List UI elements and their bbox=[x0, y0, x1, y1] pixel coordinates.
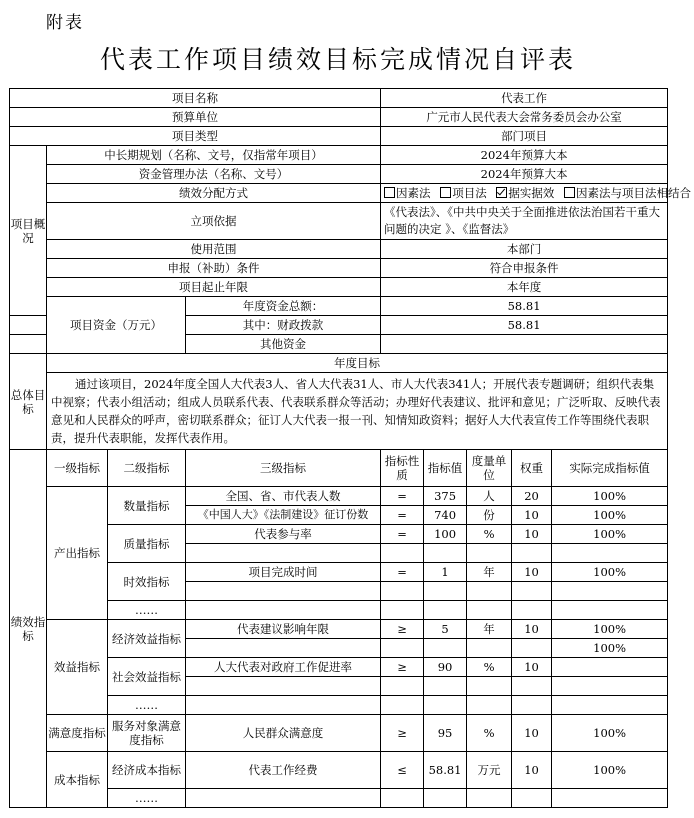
conditions-value: 符合申报条件 bbox=[381, 259, 668, 278]
blank-cell bbox=[467, 601, 512, 620]
indicator-nature: ≤ bbox=[381, 752, 424, 789]
project-type-value: 部门项目 bbox=[381, 127, 668, 146]
indicator-weight: 10 bbox=[512, 715, 552, 752]
row-fund-management bbox=[10, 165, 668, 184]
budget-unit-value: 广元市人民代表大会常务委员会办公室 bbox=[381, 108, 668, 127]
performance-label: 绩效指标 bbox=[10, 450, 47, 808]
header-actual: 实际完成指标值 bbox=[552, 450, 668, 487]
indicator-unit: 年 bbox=[467, 620, 512, 639]
indicator-unit: 万元 bbox=[467, 752, 512, 789]
period-value: 本年度 bbox=[381, 278, 668, 297]
blank-cell bbox=[512, 696, 552, 715]
indicator-unit: % bbox=[467, 715, 512, 752]
indicator-nature: ≥ bbox=[381, 620, 424, 639]
appendix-label: 附表 bbox=[46, 13, 84, 33]
blank-cell bbox=[467, 696, 512, 715]
row-overall-header bbox=[10, 354, 668, 373]
indicator-actual: 100% bbox=[552, 620, 668, 639]
row-project-type bbox=[10, 127, 668, 146]
project-type-label: 项目类型 bbox=[10, 127, 381, 146]
indicator-value: 740 bbox=[424, 506, 467, 525]
overview-group-label: 项目概况 bbox=[10, 146, 47, 316]
indicator-unit: % bbox=[467, 658, 512, 677]
blank-cell bbox=[186, 639, 381, 658]
mid-long-plan-value: 2024年预算大本 bbox=[381, 146, 668, 165]
indicator-name: 项目完成时间 bbox=[186, 563, 381, 582]
blank-cell bbox=[424, 544, 467, 563]
blank-cell bbox=[512, 601, 552, 620]
option-combined[interactable]: 因素法与项目法相结合 bbox=[564, 186, 691, 200]
blank-cell bbox=[512, 582, 552, 601]
blank-cell bbox=[186, 677, 381, 696]
benefit-label: 效益指标 bbox=[47, 620, 108, 715]
blank-cell bbox=[381, 639, 424, 658]
overall-label: 总体目标 bbox=[10, 354, 47, 450]
row-budget-unit bbox=[10, 108, 668, 127]
indicator-value: 375 bbox=[424, 487, 467, 506]
blank-cell bbox=[186, 582, 381, 601]
cost-sub-label: 经济成本指标 bbox=[108, 752, 186, 789]
project-name-value: 代表工作 bbox=[381, 89, 668, 108]
cost-ellipsis: …… bbox=[108, 789, 186, 808]
option-actual[interactable]: 据实据效 bbox=[496, 186, 554, 200]
funds-fiscal-label: 其中：财政拨款 bbox=[186, 316, 381, 335]
indicator-value: 95 bbox=[424, 715, 467, 752]
scope-label: 使用范围 bbox=[47, 240, 381, 259]
blank-cell bbox=[381, 789, 424, 808]
table-row bbox=[10, 715, 668, 752]
header-weight: 权重 bbox=[512, 450, 552, 487]
indicator-weight: 10 bbox=[512, 658, 552, 677]
fund-management-label: 资金管理办法（名称、文号） bbox=[47, 165, 381, 184]
indicator-weight: 10 bbox=[512, 506, 552, 525]
indicator-actual: 100% bbox=[552, 639, 668, 658]
indicator-weight: 20 bbox=[512, 487, 552, 506]
indicator-actual: 100% bbox=[552, 715, 668, 752]
row-allocation-method bbox=[10, 184, 668, 203]
row-mid-long-plan bbox=[10, 146, 668, 165]
header-unit: 度量单位 bbox=[467, 450, 512, 487]
blank-cell bbox=[512, 639, 552, 658]
blank-cell bbox=[10, 335, 47, 354]
header-level3: 三级指标 bbox=[186, 450, 381, 487]
table-row bbox=[10, 696, 668, 715]
indicator-name: 代表建议影响年限 bbox=[186, 620, 381, 639]
cost-label: 成本指标 bbox=[47, 752, 108, 808]
blank-cell bbox=[381, 544, 424, 563]
blank-cell bbox=[552, 677, 668, 696]
indicator-nature: ≥ bbox=[381, 715, 424, 752]
blank-cell bbox=[10, 316, 47, 335]
table-row bbox=[10, 487, 668, 506]
indicator-value: 1 bbox=[424, 563, 467, 582]
header-level1: 一级指标 bbox=[47, 450, 108, 487]
benefit-ellipsis: …… bbox=[108, 696, 186, 715]
blank-cell bbox=[467, 677, 512, 696]
row-conditions bbox=[10, 259, 668, 278]
mid-long-plan-label: 中长期规划（名称、文号，仅指常年项目） bbox=[47, 146, 381, 165]
option-factor[interactable]: 因素法 bbox=[384, 186, 431, 200]
period-label: 项目起止年限 bbox=[47, 278, 381, 297]
indicator-name: 代表参与率 bbox=[186, 525, 381, 544]
overall-text: 通过该项目，2024年度全国人大代表3人、省人大代表31人、市人大代表341人；开展代表专题调研；组织代表集中视察；代表小组活动；组成人员联系代表、代表联系群众等活动；办理好代表建议、批评和意见；广泛听取、反映代表意见和人民群众的呼声，密切联系群众；征订人大代表一报一刊、知情知政资料；据好人大代表宣传工作等围绕代表职责，提升代表职能，发挥代表作用。 bbox=[47, 373, 668, 450]
indicator-name: 全国、省、市代表人数 bbox=[186, 487, 381, 506]
output-label: 产出指标 bbox=[47, 487, 108, 620]
allocation-method-options bbox=[381, 184, 692, 203]
funds-total-label: 年度资金总额： bbox=[186, 297, 381, 316]
social-label: 社会效益指标 bbox=[108, 658, 186, 696]
indicator-nature: = bbox=[381, 506, 424, 525]
indicator-name: 代表工作经费 bbox=[186, 752, 381, 789]
indicator-weight: 10 bbox=[512, 563, 552, 582]
checked-checkbox-icon[interactable] bbox=[496, 187, 507, 198]
blank-cell bbox=[186, 601, 381, 620]
blank-cell bbox=[381, 582, 424, 601]
blank-cell bbox=[467, 582, 512, 601]
indicator-unit: % bbox=[467, 525, 512, 544]
overall-header: 年度目标 bbox=[47, 354, 668, 373]
row-scope bbox=[10, 240, 668, 259]
blank-cell bbox=[381, 696, 424, 715]
conditions-label: 申报（补助）条件 bbox=[47, 259, 381, 278]
indicator-weight: 10 bbox=[512, 752, 552, 789]
indicator-value: 100 bbox=[424, 525, 467, 544]
header-level2: 二级指标 bbox=[108, 450, 186, 487]
blank-cell bbox=[424, 677, 467, 696]
indicator-nature: = bbox=[381, 487, 424, 506]
blank-cell bbox=[424, 601, 467, 620]
satisfaction-label: 满意度指标 bbox=[47, 715, 108, 752]
indicator-name: 人民群众满意度 bbox=[186, 715, 381, 752]
basis-label: 立项依据 bbox=[47, 203, 381, 240]
blank-cell bbox=[467, 789, 512, 808]
row-funds-total bbox=[10, 297, 668, 316]
row-project-name bbox=[10, 89, 668, 108]
indicator-weight: 10 bbox=[512, 525, 552, 544]
indicator-value: 90 bbox=[424, 658, 467, 677]
blank-cell bbox=[186, 544, 381, 563]
blank-cell bbox=[512, 544, 552, 563]
scope-value: 本部门 bbox=[381, 240, 668, 259]
row-perf-header bbox=[10, 450, 668, 487]
table-row bbox=[10, 601, 668, 620]
blank-cell bbox=[381, 601, 424, 620]
checkbox-icon[interactable] bbox=[440, 187, 451, 198]
blank-cell bbox=[552, 696, 668, 715]
blank-cell bbox=[424, 696, 467, 715]
header-value: 指标值 bbox=[424, 450, 467, 487]
row-overall-text bbox=[10, 373, 668, 450]
indicator-actual: 100% bbox=[552, 563, 668, 582]
blank-cell bbox=[424, 582, 467, 601]
checkbox-icon[interactable] bbox=[384, 187, 395, 198]
blank-cell bbox=[467, 544, 512, 563]
indicator-value: 5 bbox=[424, 620, 467, 639]
table-row bbox=[10, 752, 668, 789]
indicator-unit: 年 bbox=[467, 563, 512, 582]
indicator-unit: 人 bbox=[467, 487, 512, 506]
table-row bbox=[10, 658, 668, 677]
satisfaction-sub-label: 服务对象满意度指标 bbox=[108, 715, 186, 752]
indicator-nature: = bbox=[381, 563, 424, 582]
document-title: 代表工作项目绩效目标完成情况自评表 bbox=[99, 45, 576, 74]
quality-label: 质量指标 bbox=[108, 525, 186, 563]
indicator-actual: 100% bbox=[552, 487, 668, 506]
fund-management-value: 2024年预算大本 bbox=[381, 165, 668, 184]
blank-cell bbox=[424, 639, 467, 658]
table-row bbox=[10, 620, 668, 639]
budget-unit-label: 预算单位 bbox=[10, 108, 381, 127]
blank-cell bbox=[512, 677, 552, 696]
indicator-nature: ≥ bbox=[381, 658, 424, 677]
blank-cell bbox=[467, 639, 512, 658]
indicator-unit: 份 bbox=[467, 506, 512, 525]
indicator-name: 《中国人大》《法制建设》征订份数 bbox=[186, 506, 381, 525]
funds-other-value bbox=[381, 335, 668, 354]
blank-cell bbox=[552, 601, 668, 620]
basis-value: 《代表法》、《中共中央关于全面推进依法治国若干重大问题的决定 》、《监督法》 bbox=[381, 203, 668, 240]
quantity-label: 数量指标 bbox=[108, 487, 186, 525]
header-nature: 指标性质 bbox=[381, 450, 424, 487]
blank-cell bbox=[552, 582, 668, 601]
row-period bbox=[10, 278, 668, 297]
economic-label: 经济效益指标 bbox=[108, 620, 186, 658]
evaluation-table bbox=[9, 88, 692, 808]
blank-cell bbox=[186, 789, 381, 808]
blank-cell bbox=[424, 789, 467, 808]
indicator-value: 58.81 bbox=[424, 752, 467, 789]
indicator-nature: = bbox=[381, 525, 424, 544]
allocation-method-label: 绩效分配方式 bbox=[47, 184, 381, 203]
option-project[interactable]: 项目法 bbox=[440, 186, 487, 200]
blank-cell bbox=[552, 789, 668, 808]
funds-fiscal-value: 58.81 bbox=[381, 316, 668, 335]
indicator-actual bbox=[552, 658, 668, 677]
table-row bbox=[10, 789, 668, 808]
blank-cell bbox=[512, 789, 552, 808]
indicator-actual: 100% bbox=[552, 525, 668, 544]
table-row bbox=[10, 525, 668, 544]
row-basis bbox=[10, 203, 668, 240]
blank-cell bbox=[552, 544, 668, 563]
indicator-actual: 100% bbox=[552, 506, 668, 525]
indicator-actual: 100% bbox=[552, 752, 668, 789]
timeliness-label: 时效指标 bbox=[108, 563, 186, 601]
table-row bbox=[10, 563, 668, 582]
funds-other-label: 其他资金 bbox=[186, 335, 381, 354]
blank-cell bbox=[186, 696, 381, 715]
project-name-label: 项目名称 bbox=[10, 89, 381, 108]
funds-label: 项目资金（万元） bbox=[47, 297, 186, 354]
checkbox-icon[interactable] bbox=[564, 187, 575, 198]
blank-cell bbox=[381, 677, 424, 696]
output-ellipsis: …… bbox=[108, 601, 186, 620]
funds-total-value: 58.81 bbox=[381, 297, 668, 316]
indicator-weight: 10 bbox=[512, 620, 552, 639]
indicator-name: 人大代表对政府工作促进率 bbox=[186, 658, 381, 677]
